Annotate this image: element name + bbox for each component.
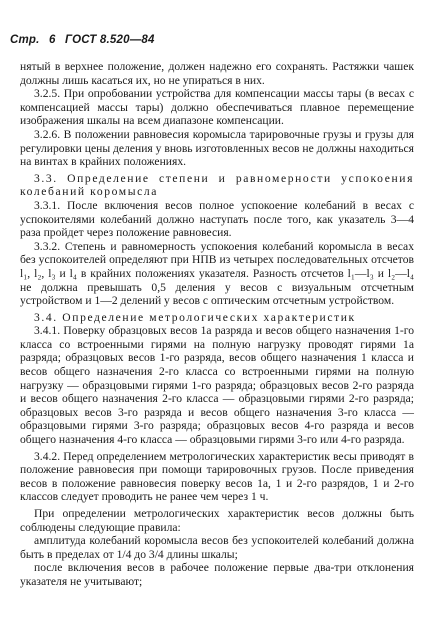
page-header xyxy=(10,34,161,46)
paragraph: амплитуда колебаний коромысла весов без успокоителей колебаний должна быть в пределах от 1/4 до 3/4 длины шкалы; xyxy=(20,534,414,561)
document-body xyxy=(20,60,414,589)
page-number: 6 xyxy=(48,34,56,46)
paragraph: 3.4.2. Перед определением метрологических характеристик весы приводят в положение равновесия при помощи тарировочных грузов. После приведения весов в положение равновесия поверку весов 1а, 1 и 2-го разрядов, 1 и 2-го классов следует проводить не ранее чем через 1 ч. xyxy=(20,449,414,504)
section-heading: 3.3. Определение степени и равномерности успокоения колебаний коромысла xyxy=(20,171,414,199)
paragraph: При определении метрологических характеристик весов должны быть соблюдены следующие правила: xyxy=(20,507,414,534)
page-prefix: Стр. xyxy=(10,34,40,46)
paragraph: 3.3.2. Степень и равномерность успокоения колебаний коромысла в весах без успокоителей определяют при НПВ из четырех последовательных отсчетов l₁, l₂, l₃ и l₄ в крайних положениях указателя. Разность отсчетов l₁—l₃ и l₂—l₄ не должна превышать 0,5 деления у весов с визуальным отсчетным устройством и 1—2 делений у весов с оптическим отсчетным устройством. xyxy=(20,239,414,308)
paragraph: 3.3.1. После включения весов полное успокоение колебаний в весах с успокоителями колебаний должно наступать после того, как указатель 3—4 раза пройдет через положение равновесия. xyxy=(20,198,414,240)
paragraph: нятый в верхнее положение, должен надежно его сохранять. Растяжки чашек должны лишь касаться их, но не упираться в них. xyxy=(20,60,414,87)
standard-code: ГОСТ 8.520—84 xyxy=(64,34,155,46)
paragraph: 3.4.1. Поверку образцовых весов 1а разряда и весов общего назначения 1-го класса со встроенными гирями на полную нагрузку проводят гирями 1а разряда; образцовых весов 1-го разряда, весов общего назначения 1 класса и весов общего назначения 2-го класса со встроенными гирями на полную нагрузку — образцовыми гирями 1-го разряда; образцовых весов 2-го разряда и весов общего назначения 2-го класса — образцовыми гирями 2-го разряда; образцовых весов 3-го разряда и весов общего назначения 3-го класса — образцовыми гирями 3-го разряда; образцовых весов 4-го разряда и весов общего назначения 4-го класса — образцовыми гирями 3-го или 4-го разряда. xyxy=(20,324,414,447)
paragraph: после включения весов в рабочее положение первые два-три отклонения указателя не учитывают; xyxy=(20,561,414,588)
section-heading: 3.4. Определение метрологических характеристик xyxy=(34,310,356,324)
paragraph: 3.2.6. В положении равновесия коромысла тарировочные грузы и грузы для регулировки цены деления у вновь изготовленных весов не должны находиться на винтах в крайних положениях. xyxy=(20,127,414,169)
paragraph: 3.2.5. При опробовании устройства для компенсации массы тары (в весах с компенсацией массы тары) должно обеспечиваться плавное перемещение изображения шкалы на всем диапазоне компенсации. xyxy=(20,87,414,128)
